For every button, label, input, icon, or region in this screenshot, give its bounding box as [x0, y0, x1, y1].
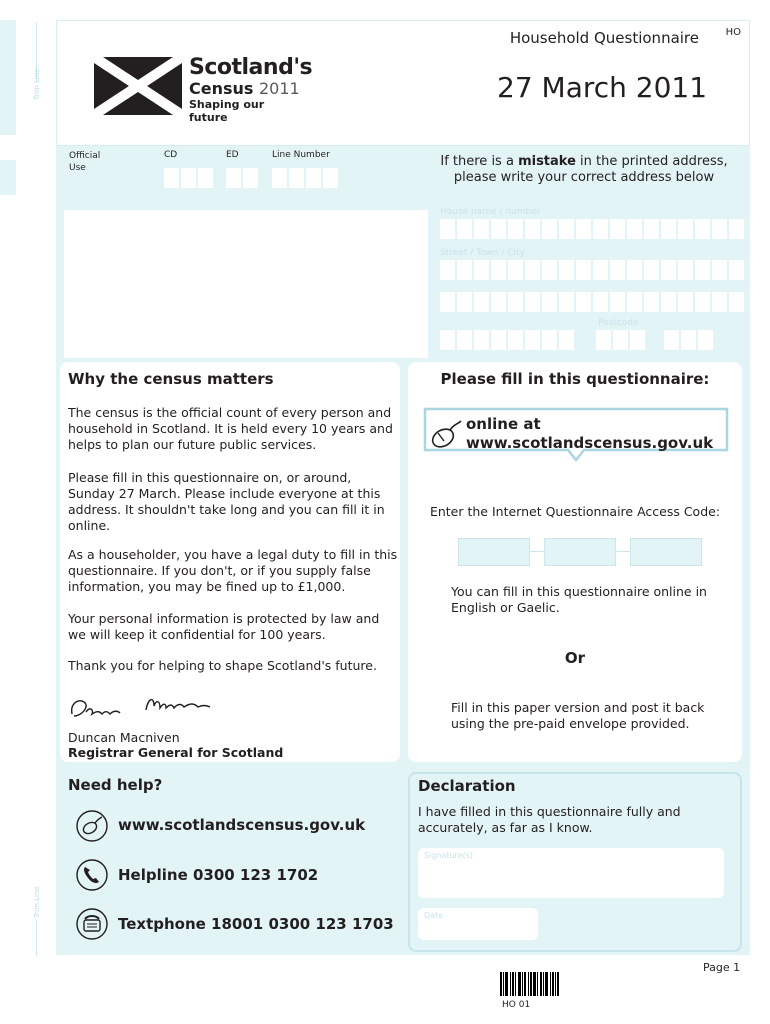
logo-line2: Census 2011	[189, 79, 300, 98]
signature-label: Signature(s)	[424, 851, 474, 860]
house-name-field[interactable]	[440, 219, 744, 239]
fill-in-title: Please fill in this questionnaire:	[440, 370, 710, 388]
why-paragraph: Please fill in this questionnaire on, or around, Sunday 27 March. Please include everyone at this address. It shouldn't take long and you can fill it in online.	[68, 470, 385, 533]
access-code-connector	[530, 551, 544, 552]
form-code: HO 01	[502, 1000, 531, 1010]
questionnaire-code: HO	[725, 27, 741, 38]
access-code-box[interactable]	[630, 538, 702, 566]
why-paragraph: As a householder, you have a legal duty to fill in this questionnaire. If you don't, or if you supply false information, you may be fined up to £1,000.	[68, 547, 398, 594]
street-label: Street / Town / City	[440, 248, 526, 258]
line-number-boxes	[272, 168, 338, 188]
date-label: Date	[424, 911, 444, 920]
paper-instruction: Fill in this paper version and post it back using the pre-paid envelope provided.	[451, 700, 705, 731]
street-field-1[interactable]	[440, 260, 744, 280]
online-address[interactable]: online at www.scotlandscensus.gov.uk	[466, 415, 714, 452]
trim-label-bottom: Trim Line	[33, 886, 41, 918]
logo-line1: Scotland's	[189, 55, 313, 80]
access-code-fields[interactable]	[458, 538, 702, 566]
questionnaire-page	[56, 20, 750, 955]
access-code-box[interactable]	[458, 538, 530, 566]
why-paragraph: The census is the official count of every person and household in Scotland. It is held every 10 years and helps to plan our future public services.	[68, 405, 393, 452]
cd-boxes	[164, 168, 213, 188]
cd-label: CD	[164, 150, 178, 160]
printed-address-panel	[64, 210, 428, 358]
access-code-connector	[616, 551, 630, 552]
census-date: 27 March 2011	[497, 71, 708, 104]
access-code-instruction: Enter the Internet Questionnaire Access Code:	[429, 504, 721, 519]
access-code-box[interactable]	[544, 538, 616, 566]
signatory-name: Duncan Macniven	[68, 730, 180, 745]
helpline-number: Helpline 0300 123 1702	[118, 866, 319, 884]
why-paragraph: Thank you for helping to shape Scotland's future.	[68, 658, 377, 673]
or-separator: Or	[564, 649, 586, 667]
declaration-title: Declaration	[418, 777, 516, 795]
address-correction-note: If there is a mistake in the printed address, please write your correct address below	[440, 154, 728, 185]
trim-strip-mid	[0, 160, 16, 195]
header	[56, 20, 750, 146]
saltire-icon	[94, 57, 182, 115]
page-number: Page 1	[703, 961, 741, 974]
mouse-icon	[430, 420, 462, 450]
trim-label-top: Trim Line	[33, 68, 41, 100]
house-name-label: House name / number	[440, 207, 541, 217]
need-help-title: Need help?	[68, 776, 163, 794]
ed-label: ED	[226, 150, 239, 160]
textphone-number: Textphone 18001 0300 123 1703	[118, 915, 394, 933]
logo-tagline: Shaping our future	[189, 98, 265, 124]
phone-icon	[76, 859, 108, 891]
barcode	[500, 972, 572, 996]
declaration-text: I have filled in this questionnaire fully and accurately, as far as I know.	[418, 804, 681, 835]
street-field-2[interactable]	[440, 292, 744, 312]
ed-boxes	[226, 168, 258, 188]
line-number-label: Line Number	[272, 150, 330, 160]
official-use-label: Official Use	[69, 151, 101, 173]
questionnaire-title: Household Questionnaire	[509, 29, 699, 47]
why-paragraph: Your personal information is protected by law and we will keep it confidential for 100 years.	[68, 611, 380, 642]
online-languages-note: You can fill in this questionnaire online in English or Gaelic.	[451, 584, 707, 615]
why-title: Why the census matters	[68, 370, 274, 388]
street-field-3[interactable]	[440, 330, 574, 350]
help-website[interactable]: www.scotlandscensus.gov.uk	[118, 816, 366, 834]
trim-line-bottom	[36, 920, 37, 956]
registrar-signature	[68, 692, 228, 720]
census-logo	[94, 55, 313, 124]
postcode-field[interactable]	[596, 330, 713, 350]
postcode-label: Postcode	[598, 318, 639, 328]
trim-strip-top	[0, 20, 16, 135]
mouse-icon	[76, 810, 108, 842]
signatory-role: Registrar General for Scotland	[68, 745, 284, 760]
textphone-icon	[76, 908, 108, 940]
